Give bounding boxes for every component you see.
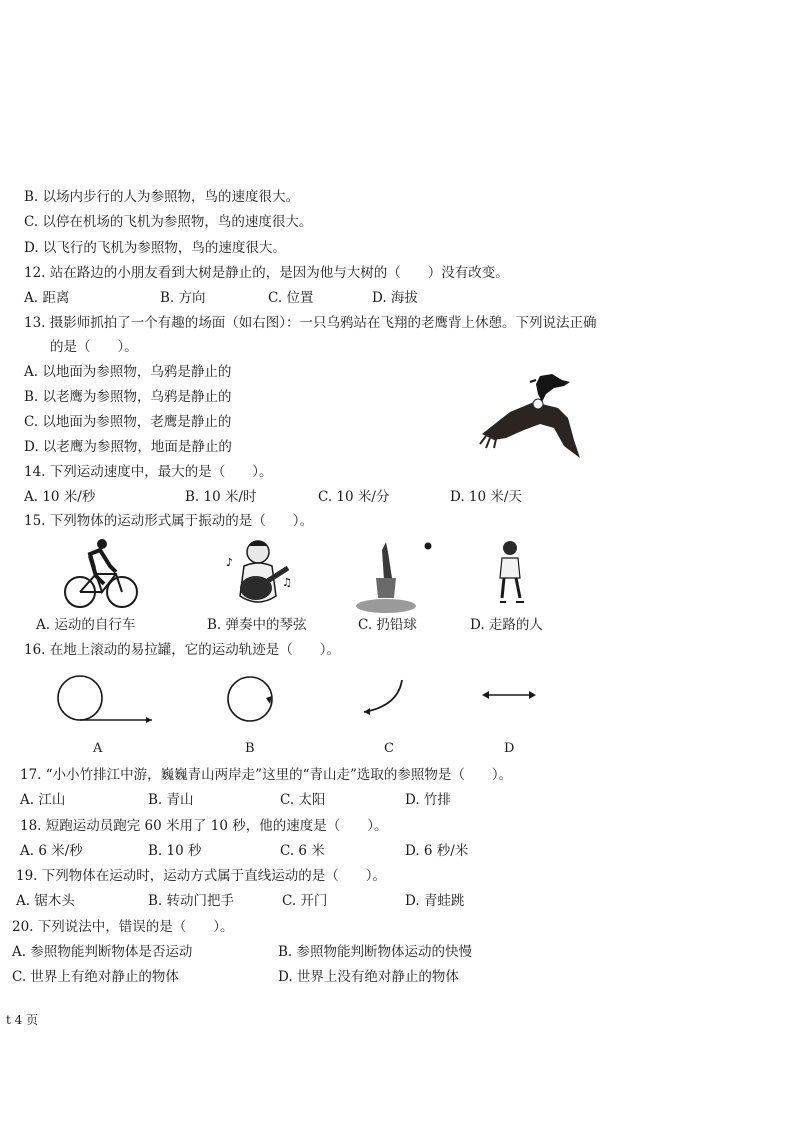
- q20-option-b: B. 参照物能判断物体运动的快慢: [278, 944, 473, 960]
- q20-stem: 20. 下列说法中，错误的是（ ）。: [12, 919, 234, 935]
- walking-person-illustration: [490, 540, 530, 606]
- q18-stem: 18. 短跑运动员跑完 60 米用了 10 秒，他的速度是（ ）。: [20, 818, 388, 834]
- page-footer: t 4 页: [6, 1013, 39, 1027]
- q12-option-a: A. 距离: [24, 290, 70, 306]
- trajectory-a-label: A: [93, 741, 103, 756]
- q19-stem: 19. 下列物体在运动时，运动方式属于直线运动的是（ ）。: [16, 868, 387, 884]
- q11-option-d: D. 以飞行的飞机为参照物，鸟的速度很大。: [24, 240, 286, 256]
- trajectory-d-label: D: [504, 741, 515, 756]
- q14-option-d: D. 10 米/天: [450, 489, 522, 505]
- q13-stem-line1: 13. 摄影师抓拍了一个有趣的场面（如右图）：一只乌鸦站在飞翔的老鹰背上休憩。下列说法正确: [24, 315, 597, 331]
- q18-option-b: B. 10 秒: [148, 843, 202, 859]
- q19-option-b: B. 转动门把手: [148, 893, 235, 909]
- q19-option-c: C. 开门: [282, 893, 328, 909]
- q13-option-d: D. 以老鹰为参照物，地面是静止的: [24, 439, 232, 455]
- q20-option-a: A. 参照物能判断物体是否运动: [12, 944, 193, 960]
- shot-put-illustration: [348, 538, 438, 616]
- svg-text:♫: ♫: [282, 576, 292, 589]
- q12-stem: 12. 站在路边的小朋友看到大树是静止的，是因为他与大树的（ ）没有改变。: [24, 265, 509, 281]
- q13-option-b: B. 以老鹰为参照物，乌鸦是静止的: [24, 389, 232, 405]
- q15-option-b: B. 弹奏中的琴弦: [207, 617, 307, 633]
- q17-stem: 17. “小小竹排江中游，巍巍青山两岸走”这里的“青山走”选取的参照物是（ ）。: [20, 767, 513, 783]
- q17-option-a: A. 江山: [20, 792, 66, 808]
- trajectory-a-figure: [56, 674, 156, 726]
- q17-option-b: B. 青山: [148, 792, 194, 808]
- q17-option-c: C. 太阳: [280, 792, 326, 808]
- q20-option-d: D. 世界上没有绝对静止的物体: [278, 969, 459, 985]
- trajectory-b-label: B: [245, 741, 255, 756]
- svg-text:♪: ♪: [226, 556, 234, 569]
- q14-option-a: A. 10 米/秒: [24, 489, 96, 505]
- q18-option-a: A. 6 米/秒: [20, 843, 83, 859]
- q11-option-b: B. 以场内步行的人为参照物，鸟的速度很大。: [24, 189, 300, 205]
- q14-option-b: B. 10 米/时: [185, 489, 257, 505]
- eagle-crow-illustration: [476, 368, 586, 460]
- trajectory-d-figure: [480, 688, 538, 702]
- q15-option-d: D. 走路的人: [470, 617, 543, 633]
- q11-option-c: C. 以停在机场的飞机为参照物，鸟的速度很大。: [24, 214, 313, 230]
- q15-option-a: A. 运动的自行车: [36, 617, 136, 633]
- q13-option-a: A. 以地面为参照物，乌鸦是静止的: [24, 364, 232, 380]
- q18-option-d: D. 6 秒/米: [405, 843, 469, 859]
- q19-option-d: D. 青蛙跳: [405, 893, 465, 909]
- q18-option-c: C. 6 米: [280, 843, 325, 859]
- q13-option-c: C. 以地面为参照物，老鹰是静止的: [24, 414, 232, 430]
- bicycle-rider-illustration: [60, 536, 140, 612]
- q16-stem: 16. 在地上滚动的易拉罐，它的运动轨迹是（ ）。: [24, 642, 341, 658]
- trajectory-c-figure: [358, 676, 410, 718]
- q15-option-c: C. 扔铅球: [358, 617, 417, 633]
- q12-option-c: C. 位置: [268, 290, 314, 306]
- q14-stem: 14. 下列运动速度中，最大的是（ ）。: [24, 464, 273, 480]
- q20-option-c: C. 世界上有绝对静止的物体: [12, 969, 179, 985]
- q12-option-d: D. 海拔: [372, 290, 418, 306]
- trajectory-b-figure: [224, 674, 278, 726]
- q19-option-a: A. 锯木头: [16, 893, 75, 909]
- q17-option-d: D. 竹排: [405, 792, 451, 808]
- guitar-player-illustration: [222, 534, 294, 614]
- q12-option-b: B. 方向: [160, 290, 206, 306]
- q13-stem-line2: 的是（ ）。: [50, 339, 138, 355]
- trajectory-c-label: C: [384, 741, 394, 756]
- q14-option-c: C. 10 米/分: [318, 489, 390, 505]
- q15-stem: 15. 下列物体的运动形式属于振动的是（ ）。: [24, 513, 314, 529]
